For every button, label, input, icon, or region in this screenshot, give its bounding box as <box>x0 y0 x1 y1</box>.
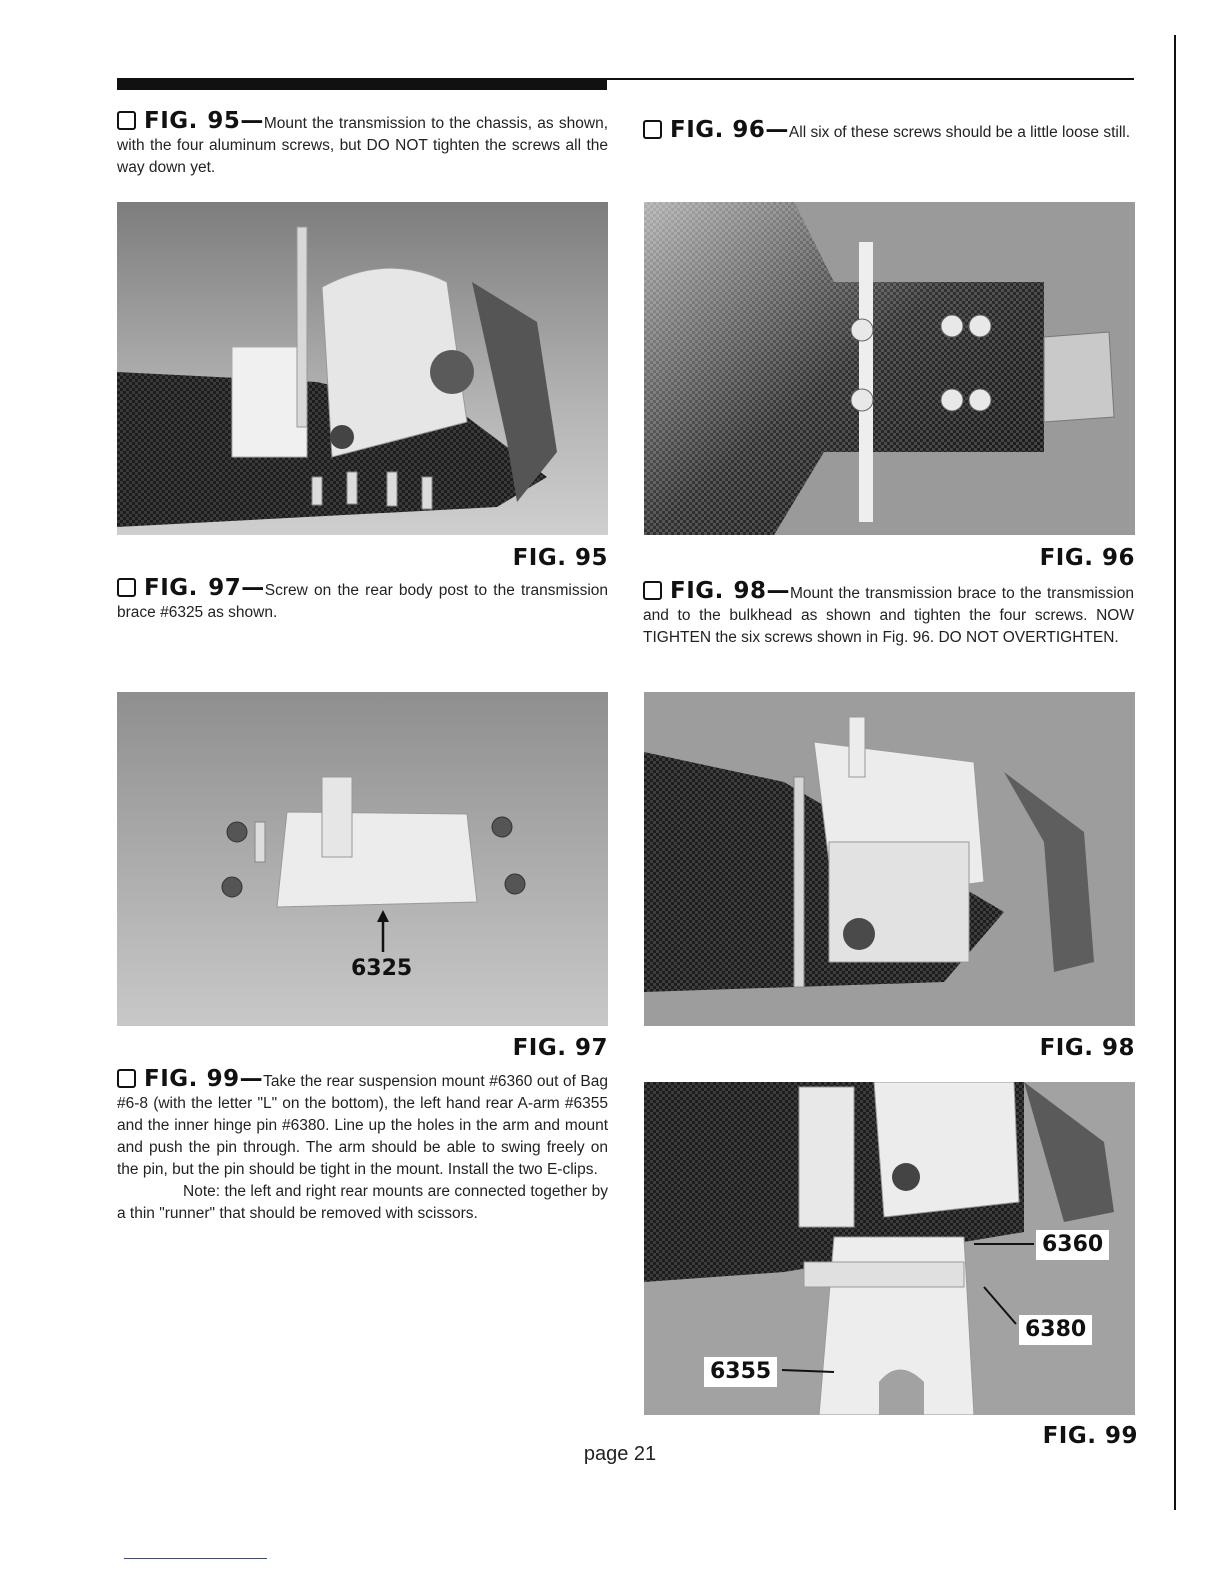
step-heading: FIG. 96— <box>670 117 789 143</box>
step-heading: FIG. 98— <box>670 578 790 604</box>
part-callout-6360: 6360 <box>1036 1230 1109 1260</box>
footer-link-rule <box>124 1558 267 1559</box>
figure-caption-98: FIG. 98 <box>1039 1035 1135 1061</box>
step-heading: FIG. 97— <box>144 575 265 601</box>
figure-caption-97: FIG. 97 <box>512 1035 608 1061</box>
photo-fig97 <box>117 692 608 1026</box>
transmission-brace-mounted-image <box>644 692 1135 1026</box>
part-callout-6355: 6355 <box>704 1357 777 1387</box>
step-text: Mount the transmission to the chassis, as shown, with the four aluminum screws, but DO NOT tighten the screws all the way down yet. <box>117 115 608 176</box>
right-margin-rule <box>1174 35 1176 1510</box>
photo-fig99 <box>644 1082 1135 1415</box>
figure-caption-99: FIG. 99 <box>1042 1423 1138 1449</box>
step-text: Screw on the rear body post to the transmission brace #6325 as shown. <box>117 582 609 621</box>
header-rule-thin <box>607 78 1134 80</box>
checkbox-icon[interactable] <box>643 581 662 600</box>
checkbox-icon[interactable] <box>117 111 136 130</box>
photo-fig98 <box>644 692 1135 1026</box>
step-fig95 <box>117 110 608 179</box>
figure-caption-95: FIG. 95 <box>512 545 608 571</box>
step-text: All six of these screws should be a little loose still. <box>788 124 1131 141</box>
step-fig99 <box>117 1068 608 1225</box>
step-fig96 <box>643 119 1134 144</box>
checkbox-icon[interactable] <box>117 1069 136 1088</box>
part-callout-6325: 6325 <box>351 956 413 981</box>
transmission-on-chassis-image <box>117 202 608 535</box>
page-number: page 21 <box>583 1443 657 1465</box>
step-text: Mount the transmission brace to the transmission and to the bulkhead as shown and tighten the four screws. NOW TIGHTEN the six screws shown in Fig. 96. DO NOT OVERTIGHTEN. <box>643 585 1134 646</box>
figure-caption-96: FIG. 96 <box>1039 545 1135 571</box>
checkbox-icon[interactable] <box>117 578 136 597</box>
step-fig97 <box>117 577 608 624</box>
header-rule-thick <box>117 78 607 90</box>
step-heading: FIG. 95— <box>144 108 264 134</box>
screws-on-chassis-image <box>644 202 1135 535</box>
checkbox-icon[interactable] <box>643 120 662 139</box>
part-callout-6380: 6380 <box>1019 1315 1092 1345</box>
photo-fig95 <box>117 202 608 535</box>
step-heading: FIG. 99— <box>144 1066 264 1092</box>
step-fig98 <box>643 580 1134 649</box>
step-text: Take the rear suspension mount #6360 out of Bag #6-8 (with the letter "L" on the bottom), the left hand rear A-arm #6355 and the inner hinge pin #6380. Line up the holes in the arm and mount and push the pin through. The arm should be able to swing freely on the pin, but the pin should be tight in the mount. Install the two E-clips. <box>117 1073 608 1178</box>
photo-fig96 <box>644 202 1135 535</box>
step-note: Note: the left and right rear mounts are connected together by a thin "runner" that should be removed with scissors. <box>117 1183 608 1222</box>
